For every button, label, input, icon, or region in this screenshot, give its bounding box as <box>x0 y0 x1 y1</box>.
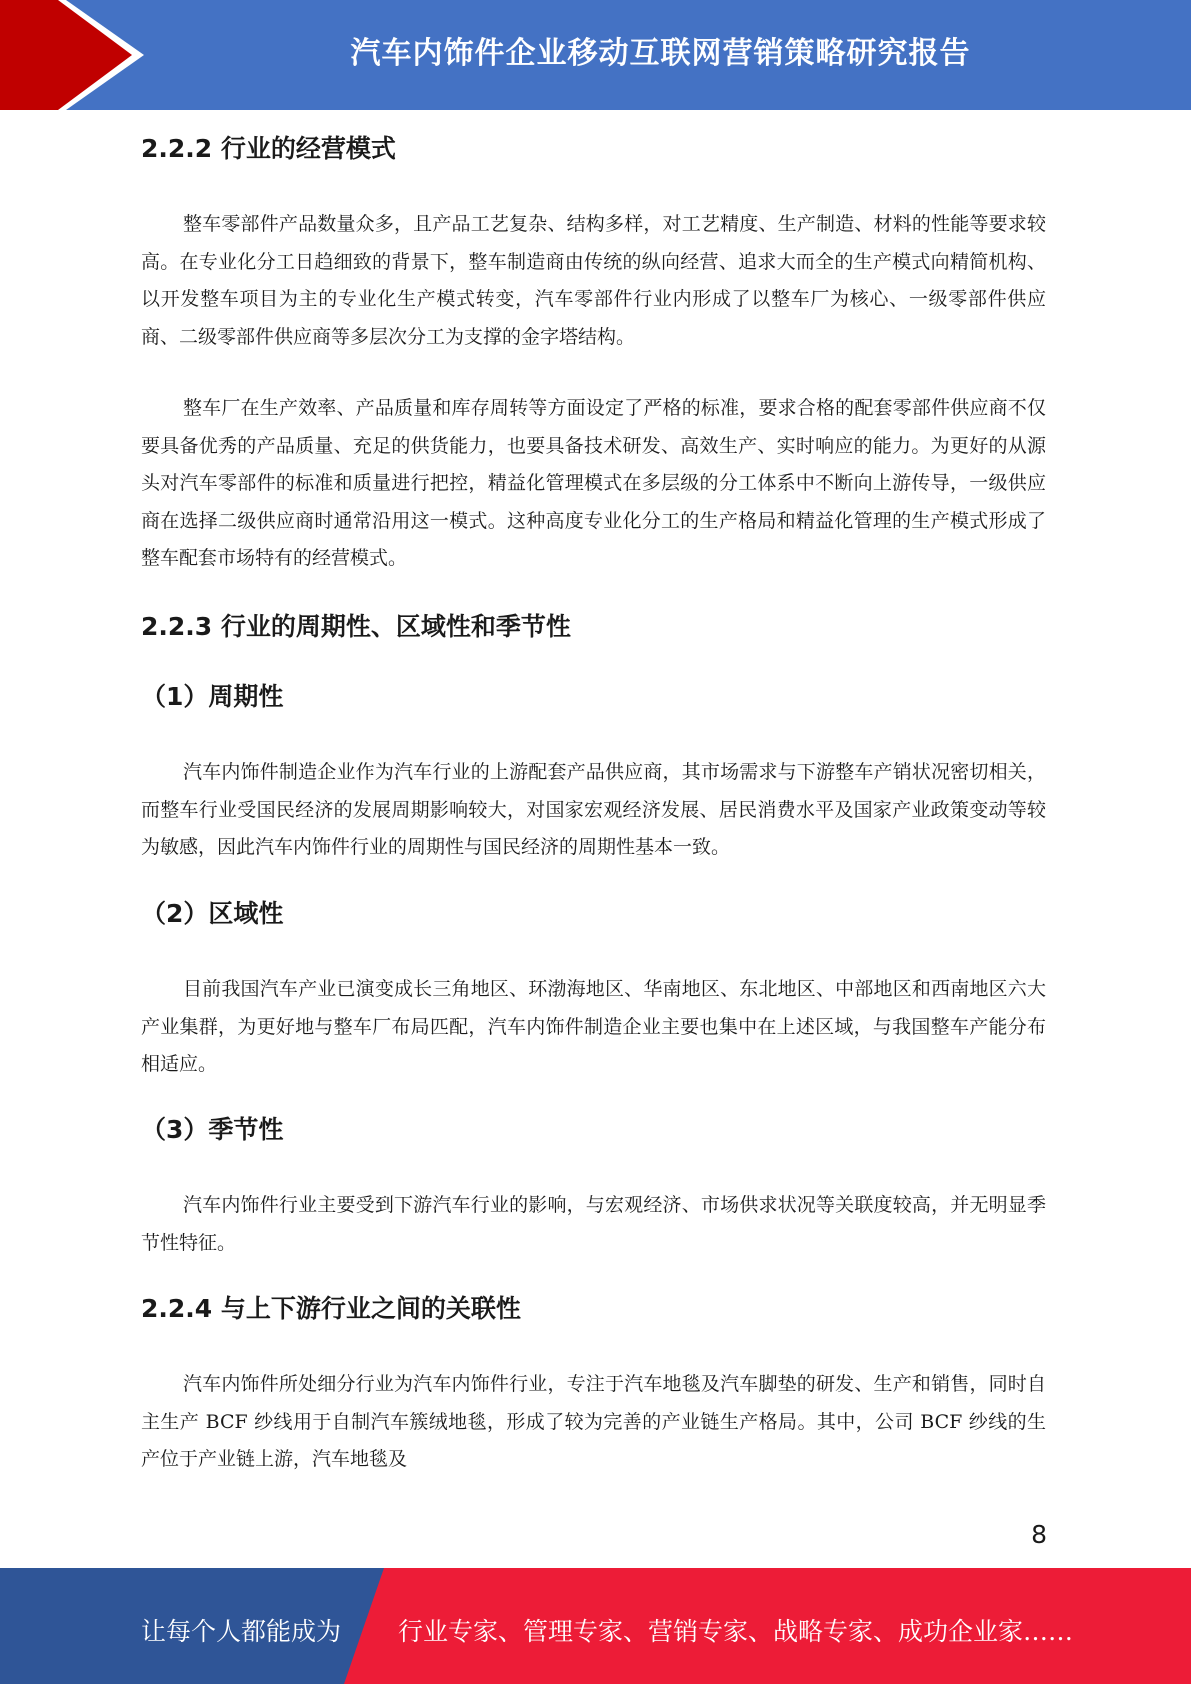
header-arrow-accent <box>0 0 160 110</box>
footer-slogan-right: 行业专家、管理专家、营销专家、战略专家、成功企业家…… <box>398 1617 1074 1646</box>
paragraph: 整车厂在生产效率、产品质量和库存周转等方面设定了严格的标准，要求合格的配套零部件供应商不仅要具备优秀的产品质量、充足的供货能力，也要具备技术研发、高效生产、实时响应的能力。为更好的从源头对汽车零部件的标准和质量进行把控，精益化管理模式在多层级的分工体系中不断向上游传导，一级供应商在选择二级供应商时通常沿用这一模式。这种高度专业化分工的生产格局和精益化管理的生产模式形成了整车配套市场特有的经营模式。 <box>141 397 1046 569</box>
section-heading-2-2-2: 2.2.2 行业的经营模式 <box>141 134 396 163</box>
page-header <box>0 0 1191 110</box>
paragraph: 目前我国汽车产业已演变成长三角地区、环渤海地区、华南地区、东北地区、中部地区和西南地区六大产业集群，为更好地与整车厂布局匹配，汽车内饰件制造企业主要也集中在上述区域，与我国整车产能分布相适应。 <box>141 978 1046 1075</box>
page-number: 8 <box>1031 1520 1047 1549</box>
section-heading-2-2-4: 2.2.4 与上下游行业之间的关联性 <box>141 1294 521 1323</box>
subheading-cyclicality: （1）周期性 <box>141 682 284 711</box>
paragraph: 汽车内饰件行业主要受到下游汽车行业的影响，与宏观经济、市场供求状况等关联度较高，并无明显季节性特征。 <box>141 1194 1046 1254</box>
subheading-seasonality: （3）季节性 <box>141 1115 284 1144</box>
paragraph: 整车零部件产品数量众多，且产品工艺复杂、结构多样，对工艺精度、生产制造、材料的性能等要求较高。在专业化分工日趋细致的背景下，整车制造商由传统的纵向经营、追求大而全的生产模式向精简机构、以开发整车项目为主的专业化生产模式转变，汽车零部件行业内形成了以整车厂为核心、一级零部件供应商、二级零部件供应商等多层次分工为支撑的金字塔结构。 <box>141 213 1046 348</box>
footer-slogan-left: 让每个人都能成为 <box>141 1617 342 1646</box>
paragraph: 汽车内饰件所处细分行业为汽车内饰件行业，专注于汽车地毯及汽车脚垫的研发、生产和销售，同时自主生产 BCF 纱线用于自制汽车簇绒地毯，形成了较为完善的产业链生产格局。其中，公司 BCF 纱线的生产位于产业链上游，汽车地毯及 <box>141 1373 1046 1470</box>
paragraph: 汽车内饰件制造企业作为汽车行业的上游配套产品供应商，其市场需求与下游整车产销状况密切相关，而整车行业受国民经济的发展周期影响较大，对国家宏观经济发展、居民消费水平及国家产业政策变动等较为敏感，因此汽车内饰件行业的周期性与国民经济的周期性基本一致。 <box>141 761 1046 858</box>
report-title: 汽车内饰件企业移动互联网营销策略研究报告 <box>350 36 971 71</box>
section-heading-2-2-3: 2.2.3 行业的周期性、区域性和季节性 <box>141 612 571 641</box>
page-footer <box>0 1568 1191 1684</box>
subheading-regionality: （2）区域性 <box>141 899 284 928</box>
